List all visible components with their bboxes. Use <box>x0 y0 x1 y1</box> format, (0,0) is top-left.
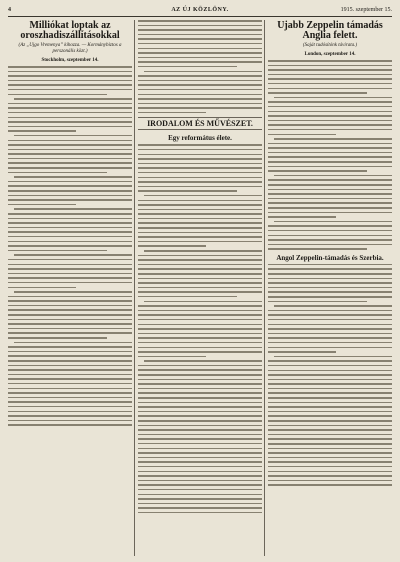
issue-date: 1915. szeptember 15. <box>340 7 392 13</box>
story-title: Egy református élete. <box>168 134 232 143</box>
illegible-body-text <box>268 264 392 486</box>
illegible-body-text <box>8 66 132 426</box>
article-headline: Ujabb Zeppelin támadás Anglia felett. <box>277 20 383 41</box>
story-title: Angol Zeppelin-támadás és Szerbia. <box>276 253 384 262</box>
article-subhead: (Az „Ujgo Vremenya” kihozza. — Kormánybiztos a perszonális közt.) <box>18 43 122 54</box>
article-headline: Milliókat loptak az oroszhadiszállításokkal <box>20 20 120 41</box>
article-dateline: London, szeptember 14. <box>304 52 356 57</box>
page-number: 4 <box>8 7 11 13</box>
illegible-body-text <box>268 60 392 250</box>
illegible-body-text <box>138 20 262 113</box>
section-title: IRODALOM ÉS MŰVÉSZET. <box>138 117 262 130</box>
page-header <box>8 4 392 17</box>
article-dateline: Stockholm, szeptember 14. <box>41 58 99 63</box>
column-rule <box>134 20 135 556</box>
column-3 <box>268 20 392 556</box>
column-rule <box>264 20 265 556</box>
article-subhead: (Saját tudósítónk távirata.) <box>302 43 358 48</box>
column-1 <box>8 20 132 556</box>
masthead-title: AZ ÚJ KÖZLÖNY. <box>171 7 229 13</box>
column-2 <box>138 20 262 556</box>
illegible-body-text <box>138 144 262 513</box>
